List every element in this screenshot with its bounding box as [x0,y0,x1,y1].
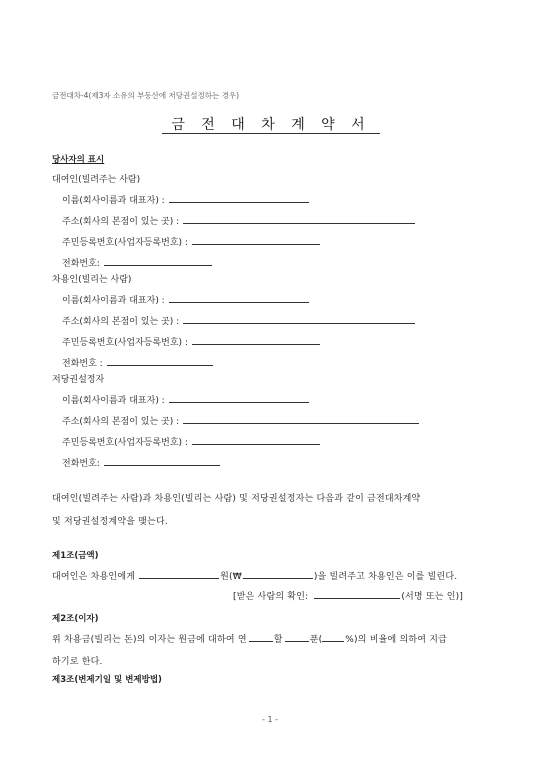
signature-note: (서명 또는 인)] [401,592,464,602]
borrower-name-row [62,293,309,306]
lender-id-label: 주민등록번호(사업자등록번호) : [62,238,188,248]
lender-name-label: 이름(회사이름과 대표자) : [62,196,165,206]
loan-amount-korean-field[interactable] [139,569,219,579]
article-2-heading: 제2조(이자) [52,614,99,624]
mortgagor-phone-label: 전화번호: [62,459,100,469]
article-2-text-part: 푼( [309,635,323,645]
article-2-text-part: 위 차용금(빌리는 돈)의 이자는 원금에 대하여 연 [52,635,247,645]
lender-phone-field[interactable] [104,256,212,266]
lender-address-row [62,214,415,227]
party-heading-mortgagor: 저당권설정자 [52,375,105,385]
article-2-text-part: 할 [273,635,283,645]
borrower-id-label: 주민등록번호(사업자등록번호) : [62,338,188,348]
page-number: - 1 - [262,715,278,724]
borrower-address-label: 주소(회사의 본점이 있는 곳) : [62,317,180,327]
lender-phone-label: 전화번호: [62,259,100,269]
lender-name-field[interactable] [169,193,309,203]
article-3-heading: 제3조(변제기일 및 변제방법) [52,675,162,685]
mortgagor-name-field[interactable] [169,393,309,403]
mortgagor-name-row [62,393,309,406]
mortgagor-id-field[interactable] [192,435,320,445]
article-2-line-2: 하기로 한다. [52,657,103,667]
document-form-code: 금전대차-4(제3자 소유의 부동산에 저당권설정하는 경우) [52,91,240,100]
mortgagor-id-label: 주민등록번호(사업자등록번호) : [62,438,188,448]
borrower-phone-row [62,356,213,369]
borrower-name-label: 이름(회사이름과 대표자) : [62,296,165,306]
interest-rate-pun-field[interactable] [285,632,309,642]
article-1-text-part: )을 빌려주고 차용인은 이를 빌린다. [313,572,458,582]
interest-rate-hal-field[interactable] [249,632,273,642]
borrower-id-field[interactable] [192,335,320,345]
page-title: 금 전 대 차 계 약 서 [171,117,371,133]
section-heading-parties: 당사자의 표시 [52,155,105,165]
intro-line-1: 대여인(빌려주는 사람)과 차용인(빌리는 사람) 및 저당권설정자는 다음과 같이 금전대차계약 [52,494,421,504]
borrower-address-row [62,314,415,327]
mortgagor-address-field[interactable] [183,414,419,424]
loan-amount-number-field[interactable] [243,569,313,579]
lender-name-row [62,193,309,206]
mortgagor-id-row [62,435,320,448]
mortgagor-name-label: 이름(회사이름과 대표자) : [62,396,165,406]
mortgagor-phone-row [62,456,220,469]
lender-id-field[interactable] [192,235,320,245]
mortgagor-address-label: 주소(회사의 본점이 있는 곳) : [62,417,180,427]
lender-address-field[interactable] [183,214,415,224]
borrower-phone-label: 전화번호 : [62,359,103,369]
article-1-text-part: 대여인은 차용인에게 [52,572,136,582]
party-heading-borrower: 차용인(빌리는 사람) [52,275,132,285]
recipient-confirmation [233,589,463,602]
article-1-text [52,569,457,582]
recipient-signature-field[interactable] [314,589,400,599]
article-1-text-part: 원(₩ [220,572,242,582]
article-1-heading: 제1조(금액) [52,551,99,561]
lender-address-label: 주소(회사의 본점이 있는 곳) : [62,217,180,227]
borrower-id-row [62,335,320,348]
mortgagor-address-row [62,414,419,427]
confirmation-label: [받은 사람의 확인: [233,592,309,602]
mortgagor-phone-field[interactable] [104,456,220,466]
borrower-address-field[interactable] [183,314,415,324]
lender-phone-row [62,256,212,269]
party-heading-lender: 대여인(빌려주는 사람) [52,175,141,185]
lender-id-row [62,235,320,248]
intro-line-2: 및 저당권설정계약을 맺는다. [52,517,168,527]
article-2-text [52,632,447,645]
article-2-text-part: %)의 비율에 의하여 지급 [345,635,447,645]
title-underline [162,133,380,134]
interest-rate-percent-field[interactable] [322,632,344,642]
borrower-phone-field[interactable] [107,356,213,366]
borrower-name-field[interactable] [169,293,309,303]
